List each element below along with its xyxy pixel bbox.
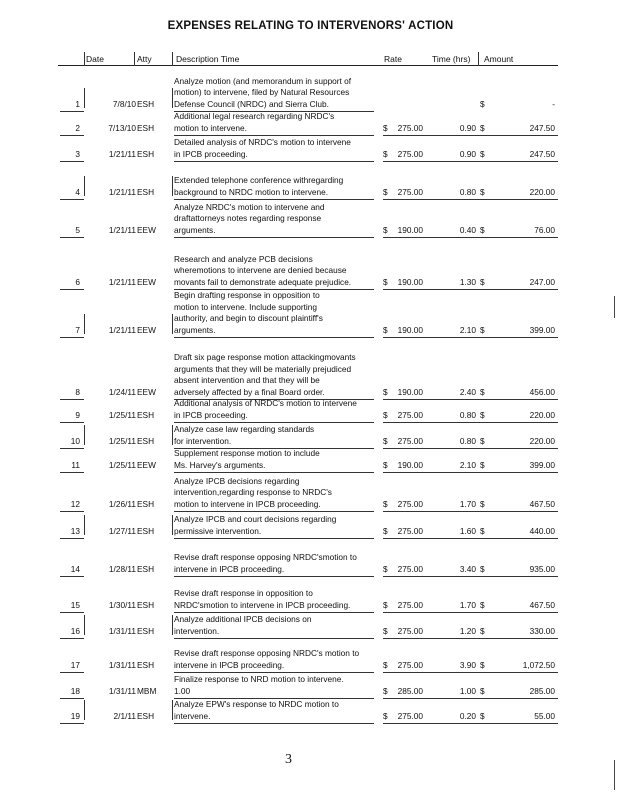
row-date: 1/30/11 <box>108 599 136 610</box>
rate-value: 190.00 <box>397 386 423 397</box>
page-number: 3 <box>285 752 292 767</box>
row-date: 1/25/11 <box>108 459 136 470</box>
amount-value: 247.50 <box>529 122 555 133</box>
rate-currency: $ <box>383 563 388 574</box>
row-attorney: ESH <box>137 525 155 536</box>
row-rule <box>383 638 558 639</box>
row-divider <box>172 88 173 108</box>
row-rule <box>60 672 84 673</box>
column-header-time: Time (hrs) <box>432 54 471 64</box>
rate-currency: $ <box>383 122 388 133</box>
rate-currency: $ <box>383 435 388 446</box>
row-attorney: EEW <box>137 224 156 235</box>
row-divider <box>84 314 85 334</box>
row-divider <box>172 700 173 720</box>
amount-value: 285.00 <box>529 685 555 696</box>
column-header-rate: Rate <box>384 54 402 64</box>
column-header-date: Date <box>86 54 104 64</box>
column-header-atty: Atty <box>137 54 152 64</box>
row-description <box>174 588 379 611</box>
description-line: arguments. <box>174 324 216 335</box>
description-line: Analyze NRDC's motion to intervene and <box>174 201 325 212</box>
row-rule <box>383 698 558 699</box>
row-description <box>174 674 379 697</box>
row-divider <box>172 314 173 334</box>
row-attorney: ESH <box>137 122 155 133</box>
row-number: 15 <box>70 599 80 610</box>
row-divider <box>172 515 173 535</box>
description-line: permissive intervention. <box>174 525 262 536</box>
row-time: 0.80 <box>459 435 476 446</box>
row-attorney: ESH <box>137 435 155 446</box>
amount-value: 55.00 <box>534 710 555 721</box>
description-line: arguments that they will be materially prejudiced <box>174 363 352 374</box>
row-time: 0.80 <box>459 186 476 197</box>
row-rule <box>383 422 558 423</box>
amount-currency: $ <box>480 122 485 133</box>
header-divider <box>172 52 173 66</box>
amount-value: 220.00 <box>529 435 555 446</box>
row-rule <box>383 161 558 162</box>
row-date: 1/28/11 <box>108 563 136 574</box>
row-rule <box>383 337 558 338</box>
row-description <box>174 137 379 160</box>
row-date: 1/25/11 <box>108 409 136 420</box>
row-number: 17 <box>70 659 80 670</box>
description-line: motion to intervene in IPCB proceeding. <box>174 498 321 509</box>
row-divider <box>84 88 85 108</box>
row-rule <box>383 199 558 200</box>
row-rule <box>383 538 558 539</box>
row-time: 1.70 <box>459 599 476 610</box>
row-divider <box>84 176 85 196</box>
row-date: 1/27/11 <box>108 525 136 536</box>
row-time: 1.60 <box>459 525 476 536</box>
row-attorney: EEW <box>137 324 156 335</box>
row-attorney: ESH <box>137 625 155 636</box>
row-description <box>174 76 379 111</box>
rate-currency: $ <box>383 685 388 696</box>
rate-value: 275.00 <box>397 625 423 636</box>
description-line: Draft six page response motion attackingmovants <box>174 352 356 362</box>
row-number: 7 <box>75 324 80 335</box>
row-description <box>174 111 379 134</box>
description-line: Revise draft response opposing NRDC'smotion to <box>174 552 357 562</box>
row-divider <box>172 176 173 196</box>
row-divider <box>84 700 85 720</box>
row-description <box>174 552 379 575</box>
rate-value: 190.00 <box>397 459 423 470</box>
amount-currency: $ <box>480 685 485 696</box>
row-date: 1/31/11 <box>108 625 136 636</box>
row-attorney: EEW <box>137 276 156 287</box>
description-line: authority, and begin to discount plaintiff's <box>174 313 323 323</box>
amount-currency: $ <box>480 710 485 721</box>
row-rule <box>174 723 374 724</box>
amount-value: 76.00 <box>534 224 555 235</box>
row-description <box>174 202 379 237</box>
row-rule <box>60 448 84 449</box>
row-rule <box>383 576 558 577</box>
row-number: 12 <box>70 498 80 509</box>
row-rule <box>383 448 558 449</box>
row-number: 11 <box>71 459 80 470</box>
rate-value: 275.00 <box>397 186 423 197</box>
amount-value: 399.00 <box>529 459 555 470</box>
description-line: draftattorneys notes regarding response <box>174 213 322 223</box>
row-number: 10 <box>70 435 80 446</box>
description-line: Revise draft response in opposition to <box>174 588 313 598</box>
row-divider <box>84 425 85 445</box>
header-divider <box>478 52 479 66</box>
rate-currency: $ <box>383 324 388 335</box>
row-divider <box>84 515 85 535</box>
description-line: Analyze motion (and memorandum in support of <box>174 75 352 86</box>
row-rule <box>174 538 374 539</box>
rate-currency: $ <box>383 525 388 536</box>
amount-currency: $ <box>480 186 485 197</box>
row-rule <box>174 472 374 473</box>
row-number: 14 <box>70 563 80 574</box>
amount-currency: $ <box>480 525 485 536</box>
description-line: motion) to intervene, filed by Natural Resources <box>174 87 350 97</box>
row-rule <box>60 399 84 400</box>
row-rule <box>174 237 374 238</box>
rate-value: 275.00 <box>397 563 423 574</box>
description-line: Additional analysis of NRDC's motion to intervene <box>174 398 357 408</box>
row-description <box>174 476 379 511</box>
row-time: 0.90 <box>459 122 476 133</box>
row-description <box>174 448 379 471</box>
amount-value: 935.00 <box>529 563 555 574</box>
column-header-amount: Amount <box>484 54 514 64</box>
row-rule <box>174 199 374 200</box>
scan-mark <box>614 760 615 790</box>
row-time: 0.80 <box>459 409 476 420</box>
row-rule <box>60 237 84 238</box>
row-number: 9 <box>75 409 80 420</box>
row-description <box>174 254 379 289</box>
row-rule <box>60 576 84 577</box>
column-header-description: Description Time <box>176 54 240 64</box>
description-line: absent intervention and that they will be <box>174 375 320 385</box>
description-line: intervention. <box>174 625 220 636</box>
rate-currency: $ <box>383 276 388 287</box>
description-line: Analyze EPW's response to NRDC motion to <box>174 699 339 709</box>
rate-currency: $ <box>383 186 388 197</box>
scan-mark <box>614 296 615 318</box>
row-rule <box>174 337 374 338</box>
row-attorney: ESH <box>137 186 155 197</box>
row-rule <box>60 638 84 639</box>
description-line: Supplement response motion to include <box>174 448 320 458</box>
row-date: 7/8/10 <box>112 98 136 109</box>
description-line: movants fail to demonstrate adequate prejudice. <box>174 276 352 287</box>
description-line: Detailed analysis of NRDC's motion to intervene <box>174 137 351 147</box>
row-rule <box>60 111 84 112</box>
amount-value: 247.50 <box>529 148 555 159</box>
rate-currency: $ <box>383 224 388 235</box>
row-number: 19 <box>70 710 80 721</box>
description-line: Analyze case law regarding standards <box>174 424 315 434</box>
row-attorney: ESH <box>137 498 155 509</box>
amount-currency: $ <box>480 459 485 470</box>
amount-currency: $ <box>480 276 485 287</box>
page-title: EXPENSES RELATING TO INTERVENORS' ACTION <box>167 20 454 32</box>
row-attorney: EEW <box>137 386 156 397</box>
rate-currency: $ <box>383 659 388 670</box>
rate-value: 190.00 <box>397 224 423 235</box>
row-time: 3.90 <box>459 659 476 670</box>
amount-currency: $ <box>480 659 485 670</box>
rate-value: 275.00 <box>397 599 423 610</box>
row-rule <box>383 135 558 136</box>
description-line: Begin drafting response in opposition to <box>174 290 320 300</box>
row-time: 0.20 <box>459 710 476 721</box>
row-time: 1.00 <box>459 685 476 696</box>
description-line: intervene in IPCB proceeding. <box>174 659 285 670</box>
row-description <box>174 290 379 336</box>
description-line: 1.00 <box>174 685 191 696</box>
row-time: 1.70 <box>459 498 476 509</box>
row-date: 7/13/10 <box>108 122 136 133</box>
row-date: 2/1/11 <box>113 710 136 721</box>
row-attorney: ESH <box>137 98 155 109</box>
description-line: Analyze additional IPCB decisions on <box>174 614 312 624</box>
row-date: 1/31/11 <box>108 685 136 696</box>
row-date: 1/26/11 <box>108 498 136 509</box>
description-line: for intervention. <box>174 435 232 446</box>
description-line: intervene. <box>174 710 211 721</box>
row-rule <box>60 511 84 512</box>
row-rule <box>383 289 558 290</box>
amount-currency: $ <box>480 98 485 109</box>
row-number: 3 <box>75 148 80 159</box>
amount-value: 330.00 <box>529 625 555 636</box>
amount-currency: $ <box>480 498 485 509</box>
row-rule <box>174 638 374 639</box>
row-time: 2.10 <box>459 324 476 335</box>
description-line: Ms. Harvey's arguments. <box>174 459 266 470</box>
row-rule <box>383 237 558 238</box>
description-line: arguments. <box>174 224 216 235</box>
row-rule <box>60 337 84 338</box>
row-rule <box>383 612 558 613</box>
row-time: 3.40 <box>459 563 476 574</box>
description-line: adversely affected by a final Board order. <box>174 386 325 397</box>
row-rule <box>60 723 84 724</box>
row-rule <box>383 472 558 473</box>
amount-value: 456.00 <box>529 386 555 397</box>
rate-value: 275.00 <box>397 435 423 446</box>
description-line: Additional legal research regarding NRDC's <box>174 111 335 121</box>
amount-currency: $ <box>480 386 485 397</box>
amount-value: 467.50 <box>529 599 555 610</box>
amount-currency: $ <box>480 563 485 574</box>
row-time: 0.40 <box>459 224 476 235</box>
row-attorney: MBM <box>137 685 157 696</box>
rate-value: 275.00 <box>397 498 423 509</box>
amount-value: 220.00 <box>529 186 555 197</box>
row-description <box>174 352 379 398</box>
rate-currency: $ <box>383 409 388 420</box>
rate-value: 275.00 <box>397 148 423 159</box>
row-date: 1/21/11 <box>108 186 136 197</box>
description-line: wheremotions to intervene are denied because <box>174 265 347 275</box>
rate-value: 190.00 <box>397 324 423 335</box>
amount-currency: $ <box>480 625 485 636</box>
rate-currency: $ <box>383 386 388 397</box>
row-time: 2.40 <box>459 386 476 397</box>
row-attorney: ESH <box>137 710 155 721</box>
row-date: 1/21/11 <box>108 324 136 335</box>
row-description <box>174 398 379 421</box>
row-description <box>174 699 379 722</box>
row-divider <box>84 615 85 635</box>
amount-currency: $ <box>480 435 485 446</box>
row-rule <box>60 472 84 473</box>
rate-currency: $ <box>383 498 388 509</box>
row-time: 1.20 <box>459 625 476 636</box>
row-divider <box>172 615 173 635</box>
description-line: in IPCB proceeding. <box>174 409 248 420</box>
amount-value: 1,072.50 <box>522 659 555 670</box>
row-number: 4 <box>75 186 80 197</box>
description-line: NRDC'smotion to intervene in IPCB proceeding. <box>174 599 351 610</box>
rate-value: 275.00 <box>397 409 423 420</box>
row-rule <box>60 422 84 423</box>
header-divider <box>84 52 85 66</box>
rate-currency: $ <box>383 710 388 721</box>
description-line: intervention,regarding response to NRDC's <box>174 487 332 497</box>
row-rule <box>174 576 374 577</box>
row-rule <box>174 161 374 162</box>
row-rule <box>383 399 558 400</box>
description-line: Extended telephone conference withregarding <box>174 175 344 185</box>
amount-currency: $ <box>480 409 485 420</box>
row-description <box>174 175 379 198</box>
row-rule <box>174 612 374 613</box>
row-rule <box>383 511 558 512</box>
row-time: 1.30 <box>459 276 476 287</box>
row-description <box>174 648 379 671</box>
row-rule <box>60 161 84 162</box>
description-line: Research and analyze PCB decisions <box>174 253 313 264</box>
row-rule <box>60 612 84 613</box>
row-description <box>174 514 379 537</box>
rate-value: 190.00 <box>397 276 423 287</box>
amount-currency: $ <box>480 599 485 610</box>
description-line: Analyze IPCB decisions regarding <box>174 475 300 486</box>
amount-value: 399.00 <box>529 324 555 335</box>
row-date: 1/25/11 <box>108 435 136 446</box>
row-date: 1/24/11 <box>108 386 136 397</box>
row-rule <box>60 698 84 699</box>
row-attorney: ESH <box>137 599 155 610</box>
row-rule <box>174 422 374 423</box>
rate-value: 275.00 <box>397 710 423 721</box>
row-rule <box>60 199 84 200</box>
description-line: background to NRDC motion to intervene. <box>174 186 329 197</box>
row-rule <box>174 672 374 673</box>
row-description <box>174 424 379 447</box>
row-rule <box>383 672 558 673</box>
description-line: Revise draft response opposing NRDC's motion to <box>174 648 360 658</box>
row-time: 2.10 <box>459 459 476 470</box>
row-number: 1 <box>75 98 80 109</box>
row-attorney: ESH <box>137 409 155 420</box>
row-number: 6 <box>75 276 80 287</box>
amount-currency: $ <box>480 224 485 235</box>
row-description <box>174 614 379 637</box>
description-line: intervene in IPCB proceeding. <box>174 563 285 574</box>
header-rule <box>58 65 558 66</box>
description-line: Defense Council (NRDC) and Sierra Club. <box>174 98 329 109</box>
row-rule <box>383 723 558 724</box>
row-number: 18 <box>70 685 80 696</box>
row-number: 13 <box>70 525 80 536</box>
description-line: Analyze IPCB and court decisions regarding <box>174 514 337 524</box>
rate-currency: $ <box>383 599 388 610</box>
row-attorney: ESH <box>137 563 155 574</box>
description-line: Finalize response to NRD motion to intervene. <box>174 674 344 684</box>
row-date: 1/21/11 <box>108 148 136 159</box>
amount-value: 467.50 <box>529 498 555 509</box>
row-date: 1/21/11 <box>108 276 136 287</box>
row-rule <box>174 511 374 512</box>
rate-currency: $ <box>383 459 388 470</box>
row-attorney: ESH <box>137 148 155 159</box>
row-attorney: EEW <box>137 459 156 470</box>
row-time: 0.90 <box>459 148 476 159</box>
row-attorney: ESH <box>137 659 155 670</box>
rate-currency: $ <box>383 148 388 159</box>
row-rule <box>60 538 84 539</box>
description-line: in IPCB proceeding. <box>174 148 248 159</box>
amount-currency: $ <box>480 148 485 159</box>
row-number: 5 <box>75 224 80 235</box>
rate-value: 285.00 <box>397 685 423 696</box>
amount-value: 247.00 <box>529 276 555 287</box>
description-line: motion to intervene. <box>174 122 247 133</box>
rate-value: 275.00 <box>397 122 423 133</box>
row-date: 1/21/11 <box>108 224 136 235</box>
row-number: 8 <box>75 386 80 397</box>
row-rule <box>174 135 374 136</box>
amount-currency: $ <box>480 324 485 335</box>
header-divider <box>134 52 135 66</box>
amount-value: 220.00 <box>529 409 555 420</box>
row-divider <box>172 425 173 445</box>
rate-currency: $ <box>383 625 388 636</box>
row-number: 2 <box>75 122 80 133</box>
row-rule <box>60 135 84 136</box>
amount-value: - <box>552 98 555 109</box>
row-date: 1/31/11 <box>108 659 136 670</box>
description-line: motion to intervene. Include supporting <box>174 301 317 312</box>
row-number: 16 <box>70 625 80 636</box>
row-rule <box>60 289 84 290</box>
rate-value: 275.00 <box>397 659 423 670</box>
amount-value: 440.00 <box>529 525 555 536</box>
rate-value: 275.00 <box>397 525 423 536</box>
